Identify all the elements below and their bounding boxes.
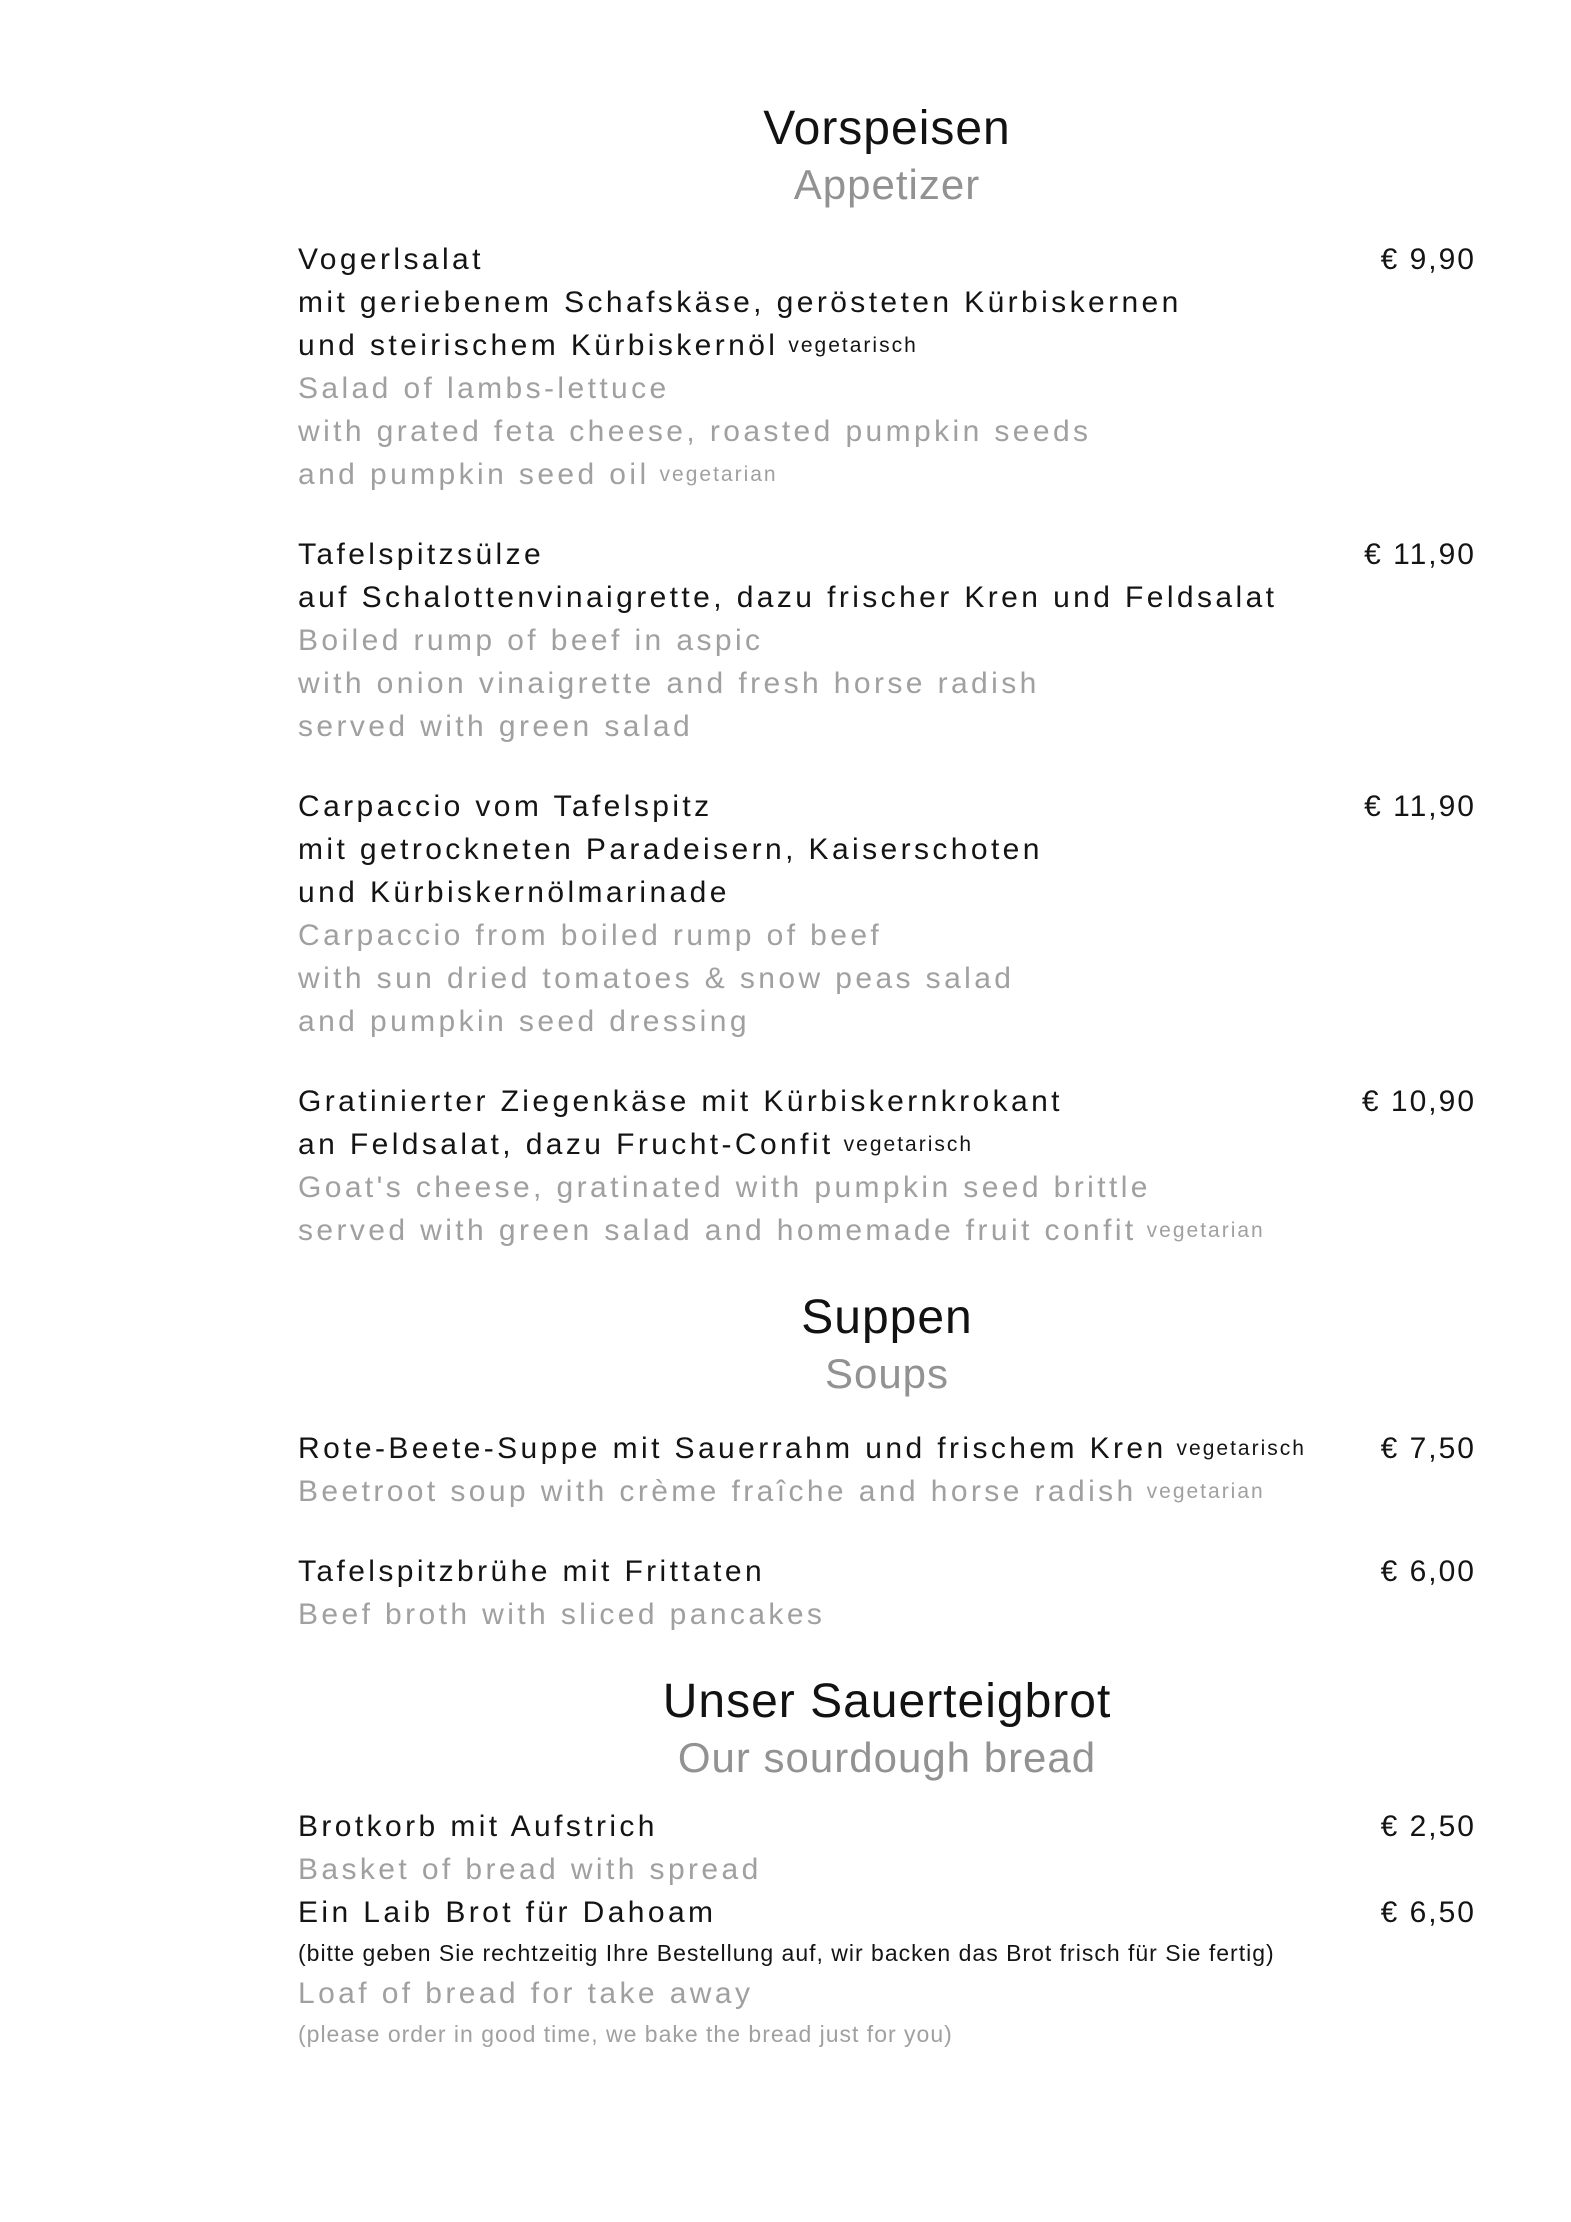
section-title-en: Soups	[824, 1350, 950, 1397]
item-line-de	[298, 1123, 1276, 1166]
line-text: served with green salad	[298, 710, 694, 743]
item-line-de	[298, 324, 1276, 367]
menu-item	[298, 1427, 1476, 1513]
line-text: Rote-Beete-Suppe mit Sauerrahm und frischem Kren	[298, 1432, 1167, 1465]
item-line-de	[298, 828, 1276, 871]
section-title-en: Our sourdough bread	[677, 1734, 1097, 1781]
line-text: Beetroot soup with crème fraîche and horse radish	[298, 1475, 1137, 1508]
line-text: Salad of lambs-lettuce	[298, 372, 670, 405]
item-line-en	[298, 619, 1276, 662]
item-line-de	[298, 871, 1276, 914]
item-line-en	[298, 1972, 1276, 2015]
item-line-en	[298, 453, 1276, 496]
line-text: Tafelspitzbrühe mit Frittaten	[298, 1555, 766, 1588]
line-text: Goat's cheese, gratinated with pumpkin seed brittle	[298, 1171, 1151, 1204]
menu-item	[298, 1891, 1476, 2053]
line-text: Beef broth with sliced pancakes	[298, 1598, 826, 1631]
line-text: Basket of bread with spread	[298, 1853, 762, 1886]
vegetarian-tag: vegetarian	[1146, 1480, 1265, 1503]
line-text: Brotkorb mit Aufstrich	[298, 1810, 658, 1843]
item-line-en	[298, 914, 1276, 957]
line-text: auf Schalottenvinaigrette, dazu frischer Kren und Feldsalat	[298, 581, 1278, 614]
line-text: Loaf of bread for take away	[298, 1977, 754, 2010]
vegetarian-tag: vegetarisch	[843, 1133, 974, 1156]
menu-item	[298, 785, 1476, 1043]
item-line-en	[298, 1848, 1276, 1891]
vegetarian-tag: vegetarian	[1146, 1219, 1265, 1242]
item-price: € 9,90	[1380, 243, 1476, 276]
section-title-en: Appetizer	[793, 161, 981, 208]
item-line-de	[298, 1805, 1276, 1848]
section-title-de: Unser Sauerteigbrot	[662, 1675, 1112, 1728]
item-line-de	[298, 576, 1276, 619]
item-line-de	[298, 281, 1276, 324]
line-text: Gratinierter Ziegenkäse mit Kürbiskernkrokant	[298, 1085, 1063, 1118]
line-text: with sun dried tomatoes & snow peas salad	[298, 962, 1015, 995]
item-line-en	[298, 1470, 1276, 1513]
item-line-en	[298, 1000, 1276, 1043]
line-text: und steirischem Kürbiskernöl	[298, 329, 779, 362]
menu-section	[298, 1673, 1476, 2053]
item-line-en	[298, 662, 1276, 705]
item-line-en	[298, 1209, 1276, 1252]
menu-item	[298, 1805, 1476, 1891]
item-line-en	[298, 2015, 1276, 2053]
item-line-en	[298, 705, 1276, 748]
item-price: € 6,00	[1380, 1555, 1476, 1588]
menu-item	[298, 238, 1476, 496]
line-text: served with green salad and homemade fruit confit	[298, 1214, 1137, 1247]
item-line-de	[298, 1427, 1306, 1470]
menu-content	[298, 100, 1476, 2053]
line-text: mit geriebenem Schafskäse, gerösteten Kürbiskernen	[298, 286, 1182, 319]
item-price: € 10,90	[1361, 1085, 1476, 1118]
line-text: Vogerlsalat	[298, 243, 484, 276]
vegetarian-tag: vegetarisch	[1176, 1437, 1306, 1460]
item-line-de	[298, 238, 1276, 281]
item-price: € 7,50	[1380, 1432, 1476, 1465]
line-text: Boiled rump of beef in aspic	[298, 624, 764, 657]
item-line-en	[298, 957, 1276, 1000]
item-line-de	[298, 1080, 1276, 1123]
item-price: € 11,90	[1364, 790, 1476, 823]
line-text: with onion vinaigrette and fresh horse radish	[298, 667, 1040, 700]
line-text: (bitte geben Sie rechtzeitig Ihre Bestellung auf, wir backen das Brot frisch für Sie fertig)	[298, 1940, 1275, 1966]
item-line-de	[298, 1891, 1276, 1934]
section-title-de: Suppen	[801, 1291, 973, 1344]
item-line-en	[298, 1166, 1276, 1209]
item-price: € 2,50	[1380, 1810, 1476, 1843]
menu-item	[298, 1550, 1476, 1636]
item-line-en	[298, 367, 1276, 410]
line-text: with grated feta cheese, roasted pumpkin seeds	[298, 415, 1092, 448]
menu-section	[298, 100, 1476, 1252]
line-text: Ein Laib Brot für Dahoam	[298, 1896, 717, 1929]
menu-item	[298, 533, 1476, 748]
line-text: Carpaccio from boiled rump of beef	[298, 919, 883, 952]
section-title-de: Vorspeisen	[763, 102, 1011, 155]
line-text: Tafelspitzsülze	[298, 538, 545, 571]
line-text: an Feldsalat, dazu Frucht-Confit	[298, 1128, 834, 1161]
line-text: (please order in good time, we bake the bread just for you)	[298, 2021, 953, 2047]
menu-section	[298, 1289, 1476, 1636]
line-text: mit getrockneten Paradeisern, Kaiserschoten	[298, 833, 1043, 866]
vegetarian-tag: vegetarisch	[788, 334, 918, 357]
menu-item	[298, 1080, 1476, 1252]
item-price: € 6,50	[1380, 1896, 1476, 1929]
line-text: and pumpkin seed dressing	[298, 1005, 750, 1038]
item-line-en	[298, 410, 1276, 453]
vegetarian-tag: vegetarian	[659, 463, 778, 486]
item-line-de	[298, 1934, 1276, 1972]
item-line-de	[298, 1550, 1276, 1593]
line-text: Carpaccio vom Tafelspitz	[298, 790, 713, 823]
line-text: und Kürbiskernölmarinade	[298, 876, 730, 909]
item-price: € 11,90	[1364, 538, 1476, 571]
line-text: and pumpkin seed oil	[298, 458, 650, 491]
item-line-de	[298, 785, 1276, 828]
item-line-en	[298, 1593, 1276, 1636]
item-line-de	[298, 533, 1276, 576]
